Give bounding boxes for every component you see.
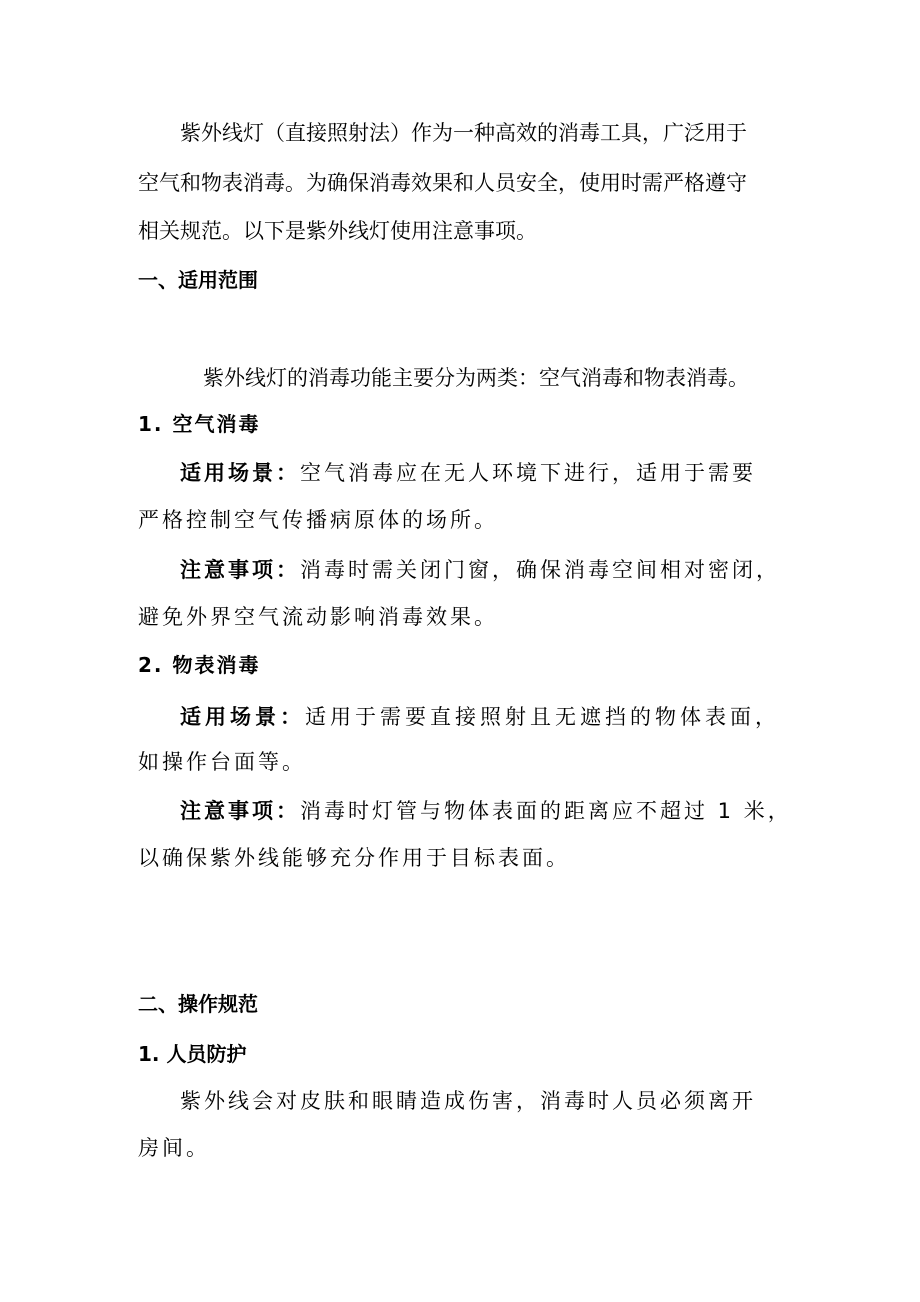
air-scene-line-2: 严格控制空气传播病原体的场所。 <box>138 508 498 532</box>
surface-note-line-2: 以确保紫外线能够充分作用于目标表面。 <box>138 846 570 870</box>
air-note-label: 注意事项： <box>180 558 300 582</box>
air-scene-line-1 <box>180 458 756 488</box>
personnel-text-line-2: 房间。 <box>138 1136 210 1160</box>
air-scene-text: 空气消毒应在无人环境下进行，适用于需要 <box>300 461 756 485</box>
surface-note-text: 消毒时灯管与物体表面的距离应不超过 1 米， <box>300 799 792 823</box>
surface-note-line-1 <box>180 796 792 826</box>
air-scene-label: 适用场景： <box>180 461 300 485</box>
personnel-text-line-1: 紫外线会对皮肤和眼睛造成伤害，消毒时人员必须离开 <box>180 1089 756 1113</box>
air-note-line-2: 避免外界空气流动影响消毒效果。 <box>138 605 498 629</box>
section-heading-operation: 二、操作规范 <box>138 992 258 1016</box>
intro-line-1: 紫外线灯（直接照射法）作为一种高效的消毒工具，广泛用于 <box>180 121 747 145</box>
air-note-line-1 <box>180 555 780 585</box>
surface-scene-line-2: 如操作台面等。 <box>138 750 306 774</box>
surface-scene-line-1 <box>180 702 780 732</box>
surface-note-label: 注意事项： <box>180 799 300 823</box>
surface-scene-label: 适用场景： <box>180 705 305 729</box>
subheading-air-disinfection: 1. 空气消毒 <box>138 412 261 436</box>
intro-line-2: 空气和物表消毒。为确保消毒效果和人员安全，使用时需严格遵守 <box>138 171 747 195</box>
section-heading-scope: 一、适用范围 <box>138 268 258 292</box>
surface-scene-text: 适用于需要直接照射且无遮挡的物体表面， <box>305 705 780 729</box>
subheading-surface-disinfection: 2. 物表消毒 <box>138 653 261 677</box>
intro-line-3: 相关规范。以下是紫外线灯使用注意事项。 <box>138 219 537 243</box>
air-note-text: 消毒时需关闭门窗，确保消毒空间相对密闭， <box>300 558 780 582</box>
scope-summary: 紫外线灯的消毒功能主要分为两类：空气消毒和物表消毒。 <box>203 366 749 390</box>
subheading-personnel-protection: 1. 人员防护 <box>138 1042 247 1066</box>
